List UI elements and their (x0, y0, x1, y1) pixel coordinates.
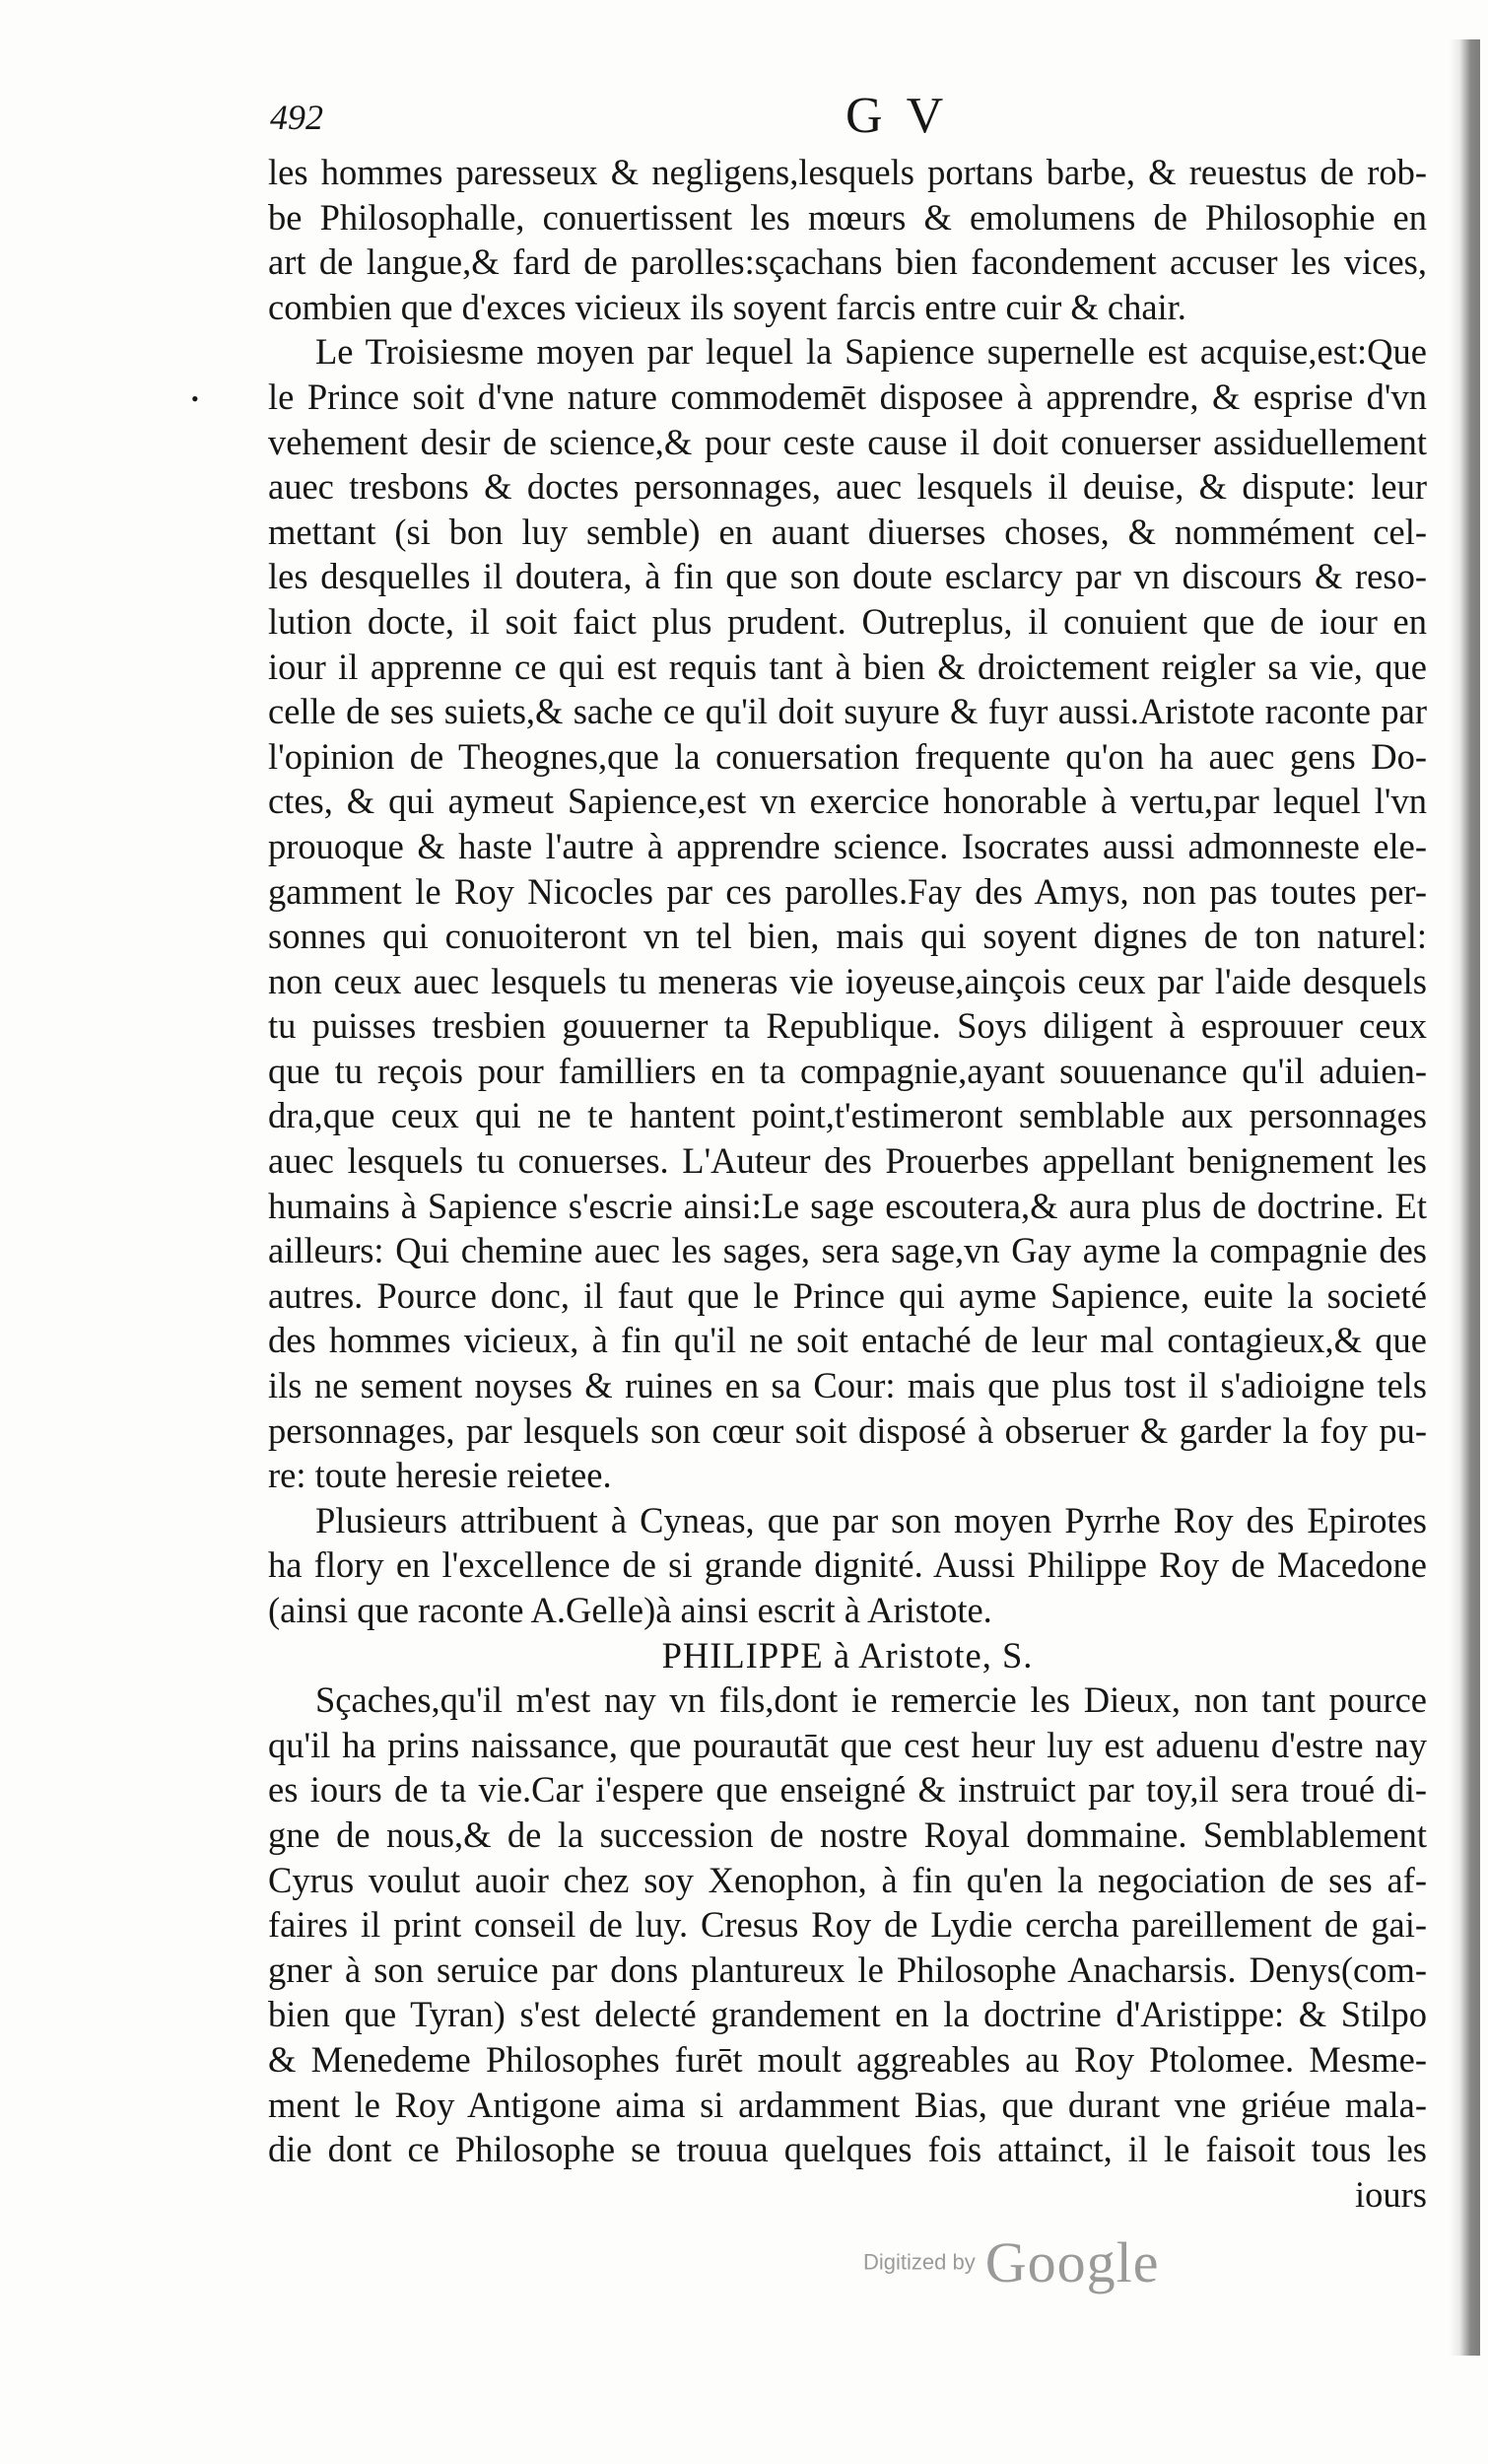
text-line: gner à son seruice par dons plantureux le Philosophe Anacharsis. Denys(com- (268, 1949, 1427, 1990)
page-number: 492 (270, 98, 323, 137)
digitized-label: Digitized by (863, 2249, 976, 2275)
text-line: Le Troisiesme moyen par lequel la Sapience supernelle est acquise,est:Que (315, 331, 1427, 373)
text-line: auec lesquels tu conuerses. L'Auteur des Prouerbes appellant benignement les (268, 1140, 1427, 1182)
text-line: lution docte, il soit faict plus prudent. Outreplus, il conuient que de iour en (268, 600, 1427, 642)
text-line: ha flory en l'excellence de si grande dignité. Aussi Philippe Roy de Macedone (268, 1544, 1427, 1586)
text-line: tu puisses tresbien gouuerner ta Republique. Soys diligent à esprouuer ceux (268, 1005, 1427, 1047)
text-line: auec tresbons & doctes personnages, auec lesquels il deuise, & dispute: leur (268, 466, 1427, 508)
digitized-by-google-watermark (863, 2229, 1159, 2295)
google-logo: Google (984, 2230, 1160, 2294)
text-line: ailleurs: Qui chemine auec les sages, sera sage,vn Gay ayme la compagnie des (268, 1230, 1427, 1271)
text-line: faires il print conseil de luy. Cresus Roy de Lydie cercha pareillement de gai- (268, 1904, 1427, 1946)
text-line: gne de nous,& de la succession de nostre Royal dommaine. Semblablement (268, 1814, 1427, 1855)
text-line: & Menedeme Philosophes furēt moult aggreables au Roy Ptolomee. Mesme- (268, 2038, 1427, 2080)
catchword: iours (1355, 2173, 1427, 2215)
text-line: re: toute heresie reietee. (268, 1455, 612, 1496)
text-line: les hommes paresseux & negligens,lesquels portans barbe, & reuestus de rob- (268, 152, 1427, 192)
text-line: iour il apprenne ce qui est requis tant à bien & droictement reigler sa vie, que (268, 646, 1427, 687)
text-line: gamment le Roy Nicocles par ces parolles.Fay des Amys, non pas toutes per- (268, 870, 1427, 912)
text-line: ment le Roy Antigone aima si ardamment Bias, que durant vne griéue mala- (268, 2084, 1427, 2125)
text-line: les desquelles il doutera, à fin que son doute esclarcy par vn discours & reso- (268, 556, 1427, 597)
text-line: non ceux auec lesquels tu meneras vie ioyeuse,ainçois ceux par l'aide desquels (268, 960, 1427, 1001)
letter-heading: PHILIPPE à Aristote, S. (661, 1634, 1034, 1676)
text-line: qu'il ha prins naissance, que pourautāt que cest heur luy est aduenu d'estre nay (268, 1724, 1427, 1765)
text-line: des hommes vicieux, à fin qu'il ne soit entaché de leur mal contagieux,& que (268, 1320, 1427, 1361)
text-line: prouoque & haste l'autre à apprendre science. Isocrates aussi admonneste ele- (268, 825, 1427, 866)
text-line: sonnes qui conuoiteront vn tel bien, mais qui soyent dignes de ton naturel: (268, 916, 1427, 957)
text-line: ctes, & qui aymeut Sapience,est vn exercice honorable à vertu,par lequel l'vn (268, 781, 1427, 822)
text-line: (ainsi que raconte A.Gelle)à ainsi escrit à Aristote. (268, 1590, 992, 1630)
text-line: Plusieurs attribuent à Cyneas, que par son moyen Pyrrhe Roy des Epirotes (315, 1499, 1427, 1540)
text-line: combien que d'exces vicieux ils soyent farcis entre cuir & chair. (268, 286, 1186, 327)
text-line: be Philosophalle, conuertissent les mœurs & emolumens de Philosophie en (268, 196, 1427, 238)
page-header (264, 87, 1427, 146)
running-head: G V (845, 88, 950, 144)
text-line: mettant (si bon luy semble) en auant diuerses choses, & nommément cel- (268, 511, 1427, 552)
text-line: personnages, par lesquels son cœur soit disposé à obseruer & garder la foy pu- (268, 1409, 1427, 1451)
text-line: le Prince soit d'vne nature commodemēt disposee à apprendre, & esprise d'vn (268, 376, 1427, 417)
text-line: ils ne sement noyses & ruines en sa Cour: mais que plus tost il s'adioigne tels (268, 1365, 1427, 1406)
text-line: autres. Pource donc, il faut que le Prince qui ayme Sapience, euite la societé (268, 1274, 1427, 1316)
text-line: l'opinion de Theognes,que la conuersation frequente qu'on ha auec gens Do- (268, 735, 1427, 777)
text-line: es iours de ta vie.Car i'espere que enseigné & instruict par toy,il sera troué di- (268, 1769, 1427, 1811)
text-line: humains à Sapience s'escrie ainsi:Le sage escoutera,& aura plus de doctrine. Et (268, 1185, 1427, 1226)
body-text (268, 150, 1427, 2217)
text-line: dra,que ceux qui ne te hantent point,t'estimeront semblable aux personnages (268, 1095, 1427, 1136)
text-line: die dont ce Philosophe se trouua quelques fois attainct, il le faisoit tous les (268, 2129, 1427, 2170)
text-line: bien que Tyran) s'est delecté grandement en la doctrine d'Aristippe: & Stilpo (268, 1994, 1427, 2035)
text-line: celle de ses suiets,& sache ce qu'il doit suyure & fuyr aussi.Aristote raconte par (268, 691, 1427, 732)
text-line: vehement desir de science,& pour ceste cause il doit conuerser assiduellement (268, 421, 1427, 462)
text-line: Cyrus voulut auoir chez soy Xenophon, à fin qu'en la negociation de ses af- (268, 1859, 1427, 1900)
text-line: art de langue,& fard de parolles:sçachans bien facondement accuser les vices, (268, 241, 1427, 283)
text-line: que tu reçois pour familliers en ta compagnie,ayant souuenance qu'il aduien- (268, 1050, 1427, 1091)
margin-bullet-mark: • (191, 386, 199, 411)
page-binding-shadow (1449, 39, 1480, 2356)
text-line: Sçaches,qu'il m'est nay vn fils,dont ie remercie les Dieux, non tant pource (315, 1679, 1427, 1721)
